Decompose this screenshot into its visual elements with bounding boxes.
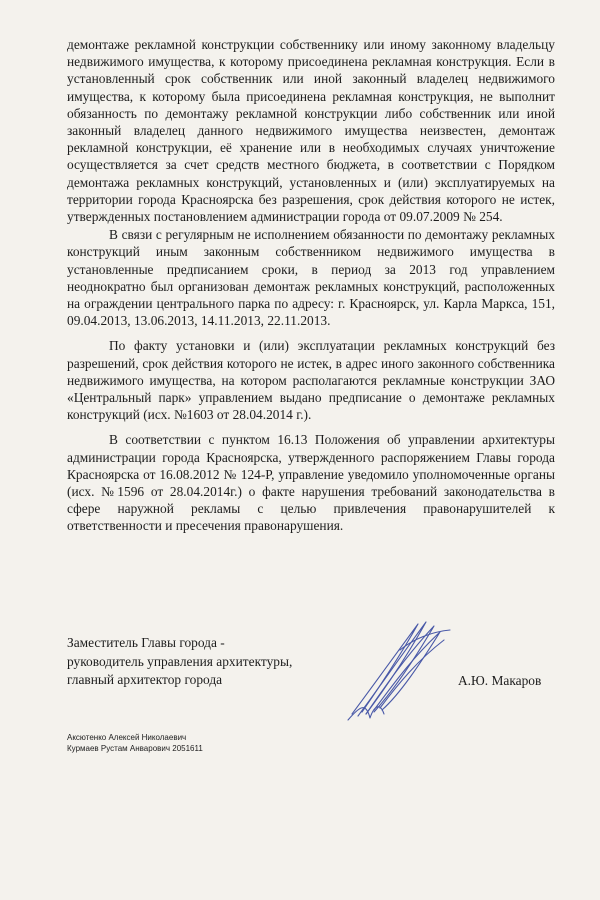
signatory-title-line-2: руководитель управления архитектуры, — [67, 653, 293, 669]
executors-block — [67, 733, 203, 754]
paragraph-4: В соответствии с пунктом 16.13 Положения об управлении архитектуры администрации города Красноярска, утвержденного распоряжением Главы города Красноярска от 16.08.2012 № 124-Р, управление уведомило уполномоченные органы (исх. №1596 от 28.04.2014г.) о факте нарушения требований законодательства в сфере наружной рекламы с целью привлечения правонарушителей к ответственности и пресечения правонарушения. — [67, 432, 555, 534]
paragraph-3: По факту установки и (или) эксплуатации рекламных конструкций без разрешений, срок действия которого не истек, в адрес иного законного собственника недвижимого имущества, на котором располагаются рекламные конструкции ЗАО «Центральный парк» управлением выдано предписание о демонтаже рекламных конструкций (исх. №1603 от 28.04.2014 г.). — [67, 338, 555, 423]
signatory-name: А.Ю. Макаров — [458, 673, 542, 688]
executor-line-1: Аксютенко Алексей Николаевич — [67, 733, 187, 742]
executor-line-2: Курмаев Рустам Анварович 2051611 — [67, 743, 203, 753]
signatory-title — [67, 634, 347, 690]
signatory-title-line-1: Заместитель Главы города - — [67, 635, 225, 650]
paragraph-1: демонтаже рекламной конструкции собственнику или иному законному владельцу недвижимого имущества, к которому присоединена рекламная конструкция. Если в установленный срок собственник или иной законный владелец недвижимого имущества, к которому была присоединена рекламная конструкция, не выполнит обязанность по демонтажу рекламной конструкции либо собственник или иной законный владелец данного недвижимого имущества неизвестен, демонтаж рекламной конструкции, её хранение или в необходимых случаях уничтожение осуществляется за счет средств местного бюджета, в соответствии с Порядком демонтажа рекламных конструкций, установленных и (или) эксплуатируемых на территории города Красноярска без разрешения, срок действия которого не истек, утвержденных постановлением администрации города от 09.07.2009 № 254. — [67, 37, 555, 225]
paragraph-2: В связи с регулярным не исполнением обязанности по демонтажу рекламных конструкций иным законным собственником недвижимого имущества в установленные предписанием сроки, в период за 2013 год управлением неоднократно был организован демонтаж рекламных конструкций, расположенных на ограждении центрального парка по адресу: г. Красноярск, ул. Карла Маркса, 151, 09.04.2013, 13.06.2013, 14.11.2013, 22.11.2013. — [67, 227, 555, 329]
letter-body — [67, 36, 555, 535]
signatory-title-line-3: главный архитектор города — [67, 672, 223, 687]
handwritten-signature — [340, 610, 460, 728]
